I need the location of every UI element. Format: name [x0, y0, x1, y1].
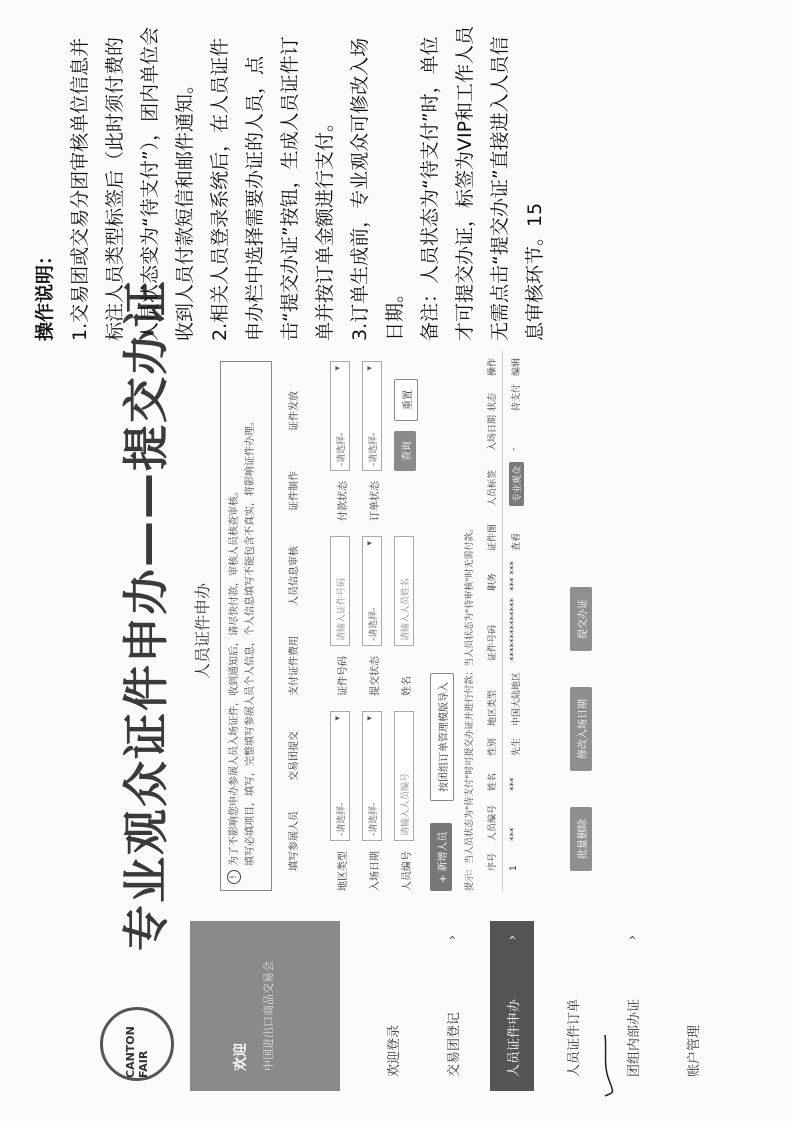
signature-mark — [585, 1030, 625, 1100]
order-status-value: -请选择- — [369, 432, 379, 466]
instruction-step-2: 2.相关人员登录系统后，在人员证件申办栏中选择需要办证的人员，点击“提交办证”按钮，生成人员证件订单并按订单金额进行支付。 — [209, 36, 336, 341]
sidebar-item-account[interactable] — [670, 921, 714, 1091]
batch-delete-button[interactable]: 批量删除 — [570, 807, 592, 871]
query-button[interactable]: 查询 — [394, 431, 416, 471]
sidebar-item-label: 交易团登记 — [446, 1011, 462, 1077]
reset-button[interactable]: 重置 — [394, 379, 418, 421]
instruction-step-1: 1.交易团或交易分团审核单位信息并标注人员类型标签后（此时须付费的人员状态变为“待支付”），团内单位会收到人员付款短信和邮件通知。 — [69, 26, 196, 341]
area-type-select[interactable] — [330, 711, 350, 841]
filter-row-3 — [394, 361, 418, 891]
col-id-no: 证件号码 — [488, 624, 498, 661]
step-review: 人员信息审核 — [289, 546, 300, 606]
col-gender: 性别 — [488, 737, 498, 756]
step-make: 证件制作 — [289, 471, 300, 511]
submit-status-label: 提交状态 — [370, 656, 381, 696]
banner-subtitle: 中国进出口商品交易会 — [262, 961, 275, 1071]
row-id-no: ************** — [509, 598, 519, 661]
filter-row-2 — [362, 361, 386, 891]
add-person-button[interactable]: + 新增人员 — [430, 823, 452, 891]
person-no-label: 人员编号 — [402, 851, 413, 891]
panel-title: 人员证件申办 — [193, 583, 212, 680]
instruction-box — [30, 21, 670, 341]
col-status: 状态 — [488, 392, 498, 411]
row-tag-badge: 专业观众 — [509, 462, 524, 506]
row-person-no: *** — [509, 827, 519, 841]
pay-status-select[interactable] — [330, 361, 350, 471]
step-submit: 交易团提交 — [289, 731, 300, 781]
row-status: 待支付 — [512, 383, 522, 411]
chevron-right-icon: › — [505, 935, 519, 940]
submit-status-select[interactable] — [362, 536, 382, 646]
step-pay: 支付证件费用 — [289, 636, 300, 696]
table-row — [504, 351, 526, 891]
fair-logo — [100, 1007, 174, 1081]
sidebar-item-label: 账户管理 — [686, 1024, 702, 1077]
step-issue: 证件发放 — [289, 391, 300, 431]
sidebar — [190, 921, 780, 1091]
row-edit-link[interactable]: 编辑 — [512, 357, 522, 376]
entry-date-select[interactable] — [362, 711, 382, 841]
order-status-select[interactable] — [362, 361, 382, 471]
col-date: 入场日期 — [488, 414, 498, 451]
sidebar-item-label: 人员证件订单 — [566, 998, 582, 1077]
chevron-down-icon: ▾ — [333, 366, 343, 371]
id-no-label: 证件号码 — [338, 656, 349, 696]
col-tag: 人员标签 — [488, 469, 498, 506]
col-name: 姓名 — [488, 772, 498, 791]
main-panel — [190, 351, 780, 911]
col-person-no: 人员编号 — [488, 804, 498, 841]
instruction-remark: 备注：人员状态为“待支付”时，单位才可提交办证，标签为VIP和工作人员无需点击“提交办证”直接进入人员信息审核环节。15 — [419, 25, 546, 341]
chevron-down-icon: ▾ — [365, 366, 375, 371]
chevron-down-icon: ▾ — [365, 541, 375, 546]
chevron-right-icon: › — [445, 935, 459, 940]
tip-text: 提示：当人员状态为"待支付"时可提交办证并进行付款；当人员状态为"待审核"时无需付款。 — [465, 523, 475, 891]
entry-date-label: 入场日期 — [370, 851, 381, 891]
col-op: 操作 — [488, 357, 498, 376]
notice-box — [220, 361, 272, 891]
filter-row-1 — [330, 361, 354, 891]
chevron-right-icon: › — [625, 935, 639, 940]
sidebar-banner — [190, 921, 340, 1091]
row-area: 中国大陆地区 — [512, 671, 522, 726]
pay-status-value: -请选择- — [337, 432, 347, 466]
sidebar-item-welcome[interactable] — [370, 921, 414, 1091]
col-photo: 证件图 — [488, 523, 498, 551]
logo-text: CANTON FAIR — [124, 1026, 150, 1078]
banner-title: 欢迎 — [233, 1043, 249, 1071]
sidebar-item-label: 人员证件申办 — [506, 998, 522, 1077]
entry-date-value: -请选择- — [369, 802, 379, 836]
step-fill: 填写参展人员 — [289, 811, 300, 871]
process-steps — [285, 361, 315, 891]
instruction-title: 操作说明： — [34, 245, 56, 341]
page-title: 专业观众证件申办——提交办证 — [119, 279, 173, 951]
modify-entry-date-button[interactable]: 修改入场日期 — [570, 687, 592, 771]
submit-certificate-button[interactable]: 提交办证 — [570, 587, 592, 651]
row-title: *** *** — [509, 561, 519, 591]
sidebar-item-label: 欢迎登录 — [386, 1024, 402, 1077]
col-area: 地区类型 — [488, 689, 498, 726]
chevron-down-icon: ▾ — [365, 716, 375, 721]
row-photo-link[interactable]: 查看 — [512, 532, 522, 551]
person-no-input[interactable]: 请输入人员编号 — [394, 711, 414, 841]
col-no: 序号 — [488, 852, 498, 871]
submit-status-value: -请选择- — [369, 607, 379, 641]
sidebar-item-label: 团组内部办证 — [626, 998, 642, 1077]
row-date: - — [509, 447, 519, 451]
order-status-label: 订单状态 — [370, 481, 381, 521]
col-title: 职务 — [488, 572, 498, 591]
area-type-label: 地区类型 — [338, 851, 349, 891]
chevron-down-icon: ▾ — [333, 716, 343, 721]
row-name: *** — [509, 777, 519, 791]
name-label: 姓名 — [402, 676, 413, 696]
batch-import-button[interactable]: 按团组订单管理模版导入 — [430, 673, 454, 801]
row-gender: 先生 — [512, 737, 522, 756]
instruction-step-3: 3.订单生成前，专业观众可修改入场日期。 — [349, 37, 406, 341]
info-icon: ! — [227, 870, 241, 884]
sidebar-item-group-register[interactable] — [430, 921, 474, 1091]
sidebar-item-person-certificate[interactable] — [490, 921, 534, 1091]
name-input[interactable]: 请输入人员姓名 — [394, 536, 414, 646]
notice-line-2: 填写必填项目，填写，完整填写参展人员个人信息，个人信息填写不能包含不真实，将影响证件办理。 — [245, 416, 256, 866]
table-header — [480, 351, 503, 891]
row-no: 1 — [509, 865, 519, 871]
notice-line-1: 为了不影响您申办参展人员入场证件，收到通知后，请尽快付款，审核人员核查审核。 — [229, 486, 240, 866]
area-type-value: -请选择- — [337, 802, 347, 836]
pay-status-label: 付款状态 — [338, 481, 349, 521]
id-no-input[interactable]: 请输入证件号码 — [330, 536, 350, 646]
